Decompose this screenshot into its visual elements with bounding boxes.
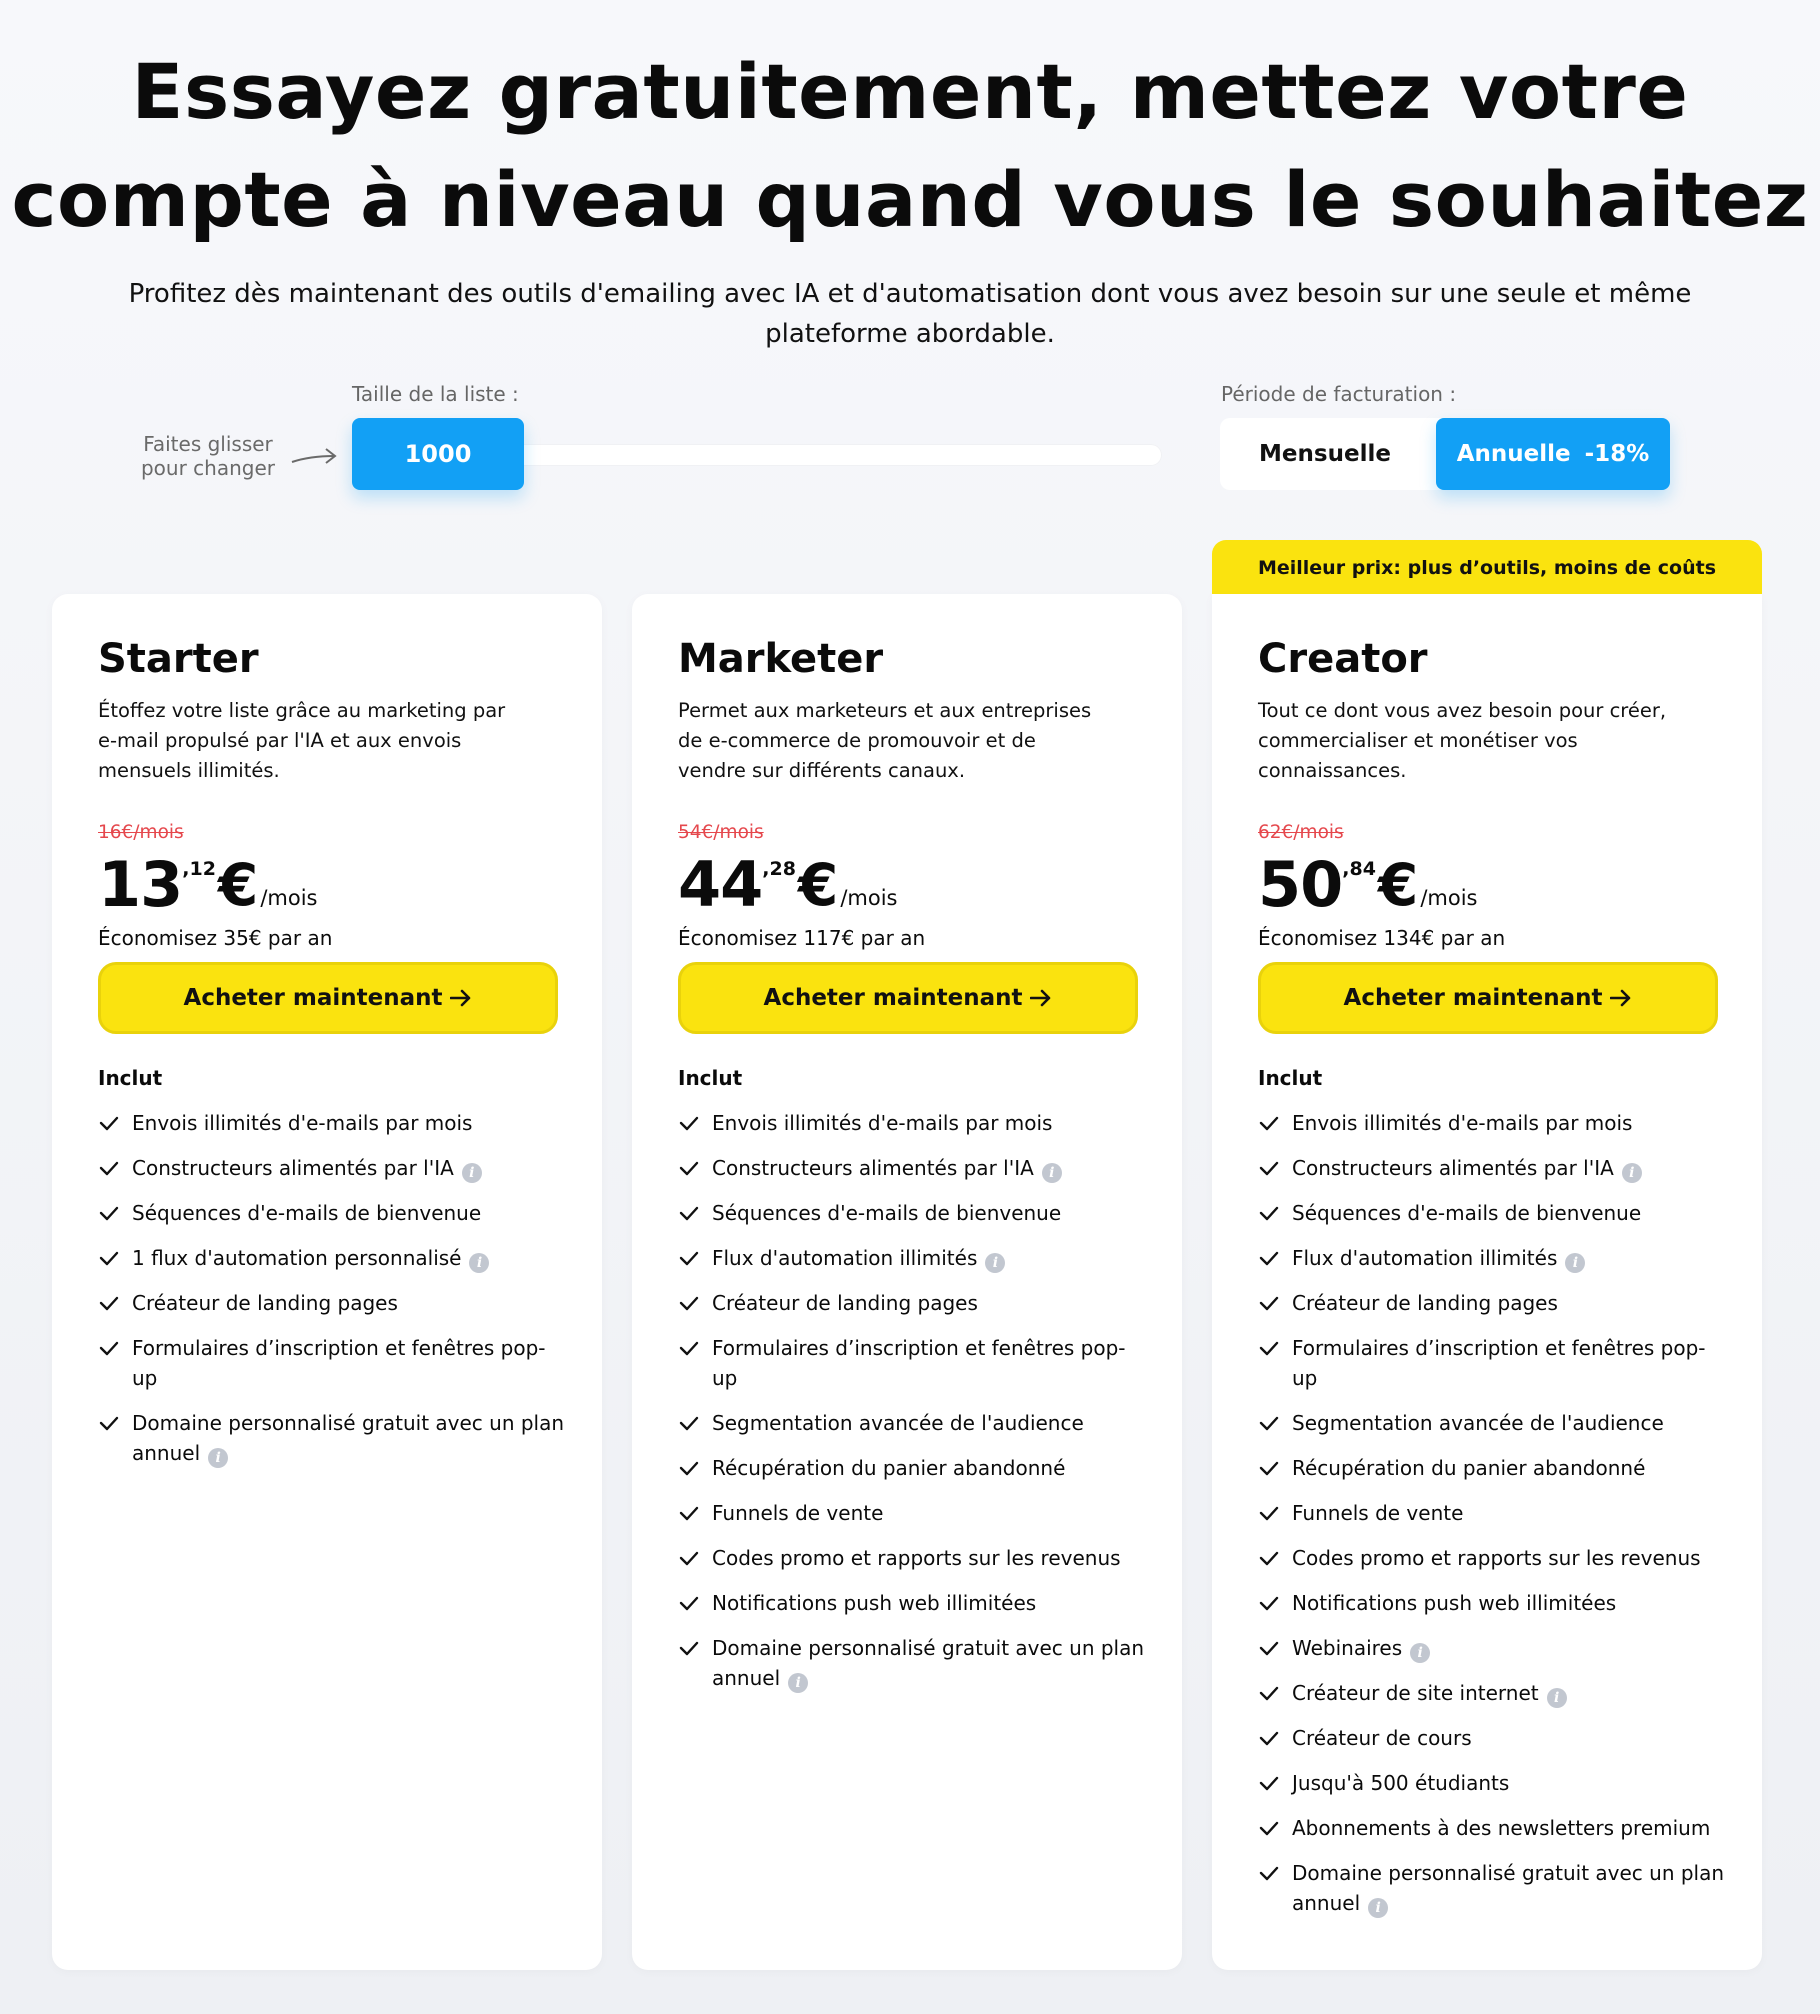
plan-price-integer: 50 xyxy=(1258,848,1343,921)
included-label: Inclut xyxy=(678,1066,743,1090)
checkmark-icon xyxy=(98,1408,120,1438)
feature-item xyxy=(1258,1588,1728,1618)
list-size-slider-handle[interactable]: 1000 xyxy=(352,418,524,490)
billing-annual-label: Annuelle xyxy=(1456,441,1571,467)
feature-item xyxy=(1258,1453,1728,1483)
feature-text xyxy=(712,1288,1148,1318)
buy-now-button[interactable] xyxy=(1258,962,1718,1034)
feature-item xyxy=(678,1108,1148,1138)
feature-label: Abonnements à des newsletters premium xyxy=(1292,1816,1711,1840)
feature-text xyxy=(712,1108,1148,1138)
list-size-label: Taille de la liste : xyxy=(352,382,519,406)
plan-description: Tout ce dont vous avez besoin pour créer, commercialiser et monétiser vos connaissances. xyxy=(1258,699,1667,782)
arrow-right-icon xyxy=(1610,988,1632,1008)
buy-now-button[interactable] xyxy=(678,962,1138,1034)
feature-item xyxy=(1258,1198,1728,1228)
checkmark-icon xyxy=(678,1198,700,1228)
feature-item xyxy=(98,1198,568,1228)
checkmark-icon xyxy=(1258,1243,1280,1273)
feature-list xyxy=(678,1108,1148,1708)
feature-text xyxy=(712,1243,1148,1273)
plan-old-price: 54€/mois xyxy=(678,822,764,843)
buy-now-label: Acheter maintenant xyxy=(183,985,443,1011)
feature-item xyxy=(1258,1333,1728,1393)
feature-text xyxy=(1292,1198,1728,1228)
checkmark-icon xyxy=(1258,1858,1280,1888)
feature-label: Constructeurs alimentés par l'IA xyxy=(1292,1156,1614,1180)
feature-text xyxy=(1292,1288,1728,1318)
feature-label: Webinaires xyxy=(1292,1636,1403,1660)
plan-price-decimal: ,84 xyxy=(1342,858,1376,880)
checkmark-icon xyxy=(678,1543,700,1573)
feature-item xyxy=(1258,1288,1728,1318)
feature-label: Constructeurs alimentés par l'IA xyxy=(132,1156,454,1180)
drag-hint-line-1: Faites glisser xyxy=(143,432,273,456)
feature-label: Envois illimités d'e-mails par mois xyxy=(1292,1111,1633,1135)
feature-item xyxy=(678,1333,1148,1393)
feature-label: Codes promo et rapports sur les revenus xyxy=(712,1546,1121,1570)
feature-label: Codes promo et rapports sur les revenus xyxy=(1292,1546,1701,1570)
feature-item xyxy=(98,1408,568,1468)
feature-text xyxy=(712,1588,1148,1618)
checkmark-icon xyxy=(678,1333,700,1363)
plan-price-currency: € xyxy=(217,851,259,919)
feature-item xyxy=(1258,1498,1728,1528)
feature-text xyxy=(132,1153,568,1183)
feature-label: Créateur de site internet xyxy=(1292,1681,1539,1705)
feature-item xyxy=(1258,1768,1728,1798)
feature-item xyxy=(678,1498,1148,1528)
checkmark-icon xyxy=(98,1108,120,1138)
checkmark-icon xyxy=(1258,1678,1280,1708)
checkmark-icon xyxy=(678,1588,700,1618)
feature-item xyxy=(98,1243,568,1273)
feature-label: Récupération du panier abandonné xyxy=(712,1456,1066,1480)
feature-text xyxy=(712,1543,1148,1573)
checkmark-icon xyxy=(98,1243,120,1273)
arrow-right-icon xyxy=(450,988,472,1008)
checkmark-icon xyxy=(98,1288,120,1318)
plan-price-currency: € xyxy=(797,851,839,919)
feature-label: Flux d'automation illimités xyxy=(712,1246,978,1270)
included-label: Inclut xyxy=(98,1066,163,1090)
plan-card-creator xyxy=(1212,594,1762,1970)
feature-label: Créateur de landing pages xyxy=(712,1291,978,1315)
plan-card-starter xyxy=(52,594,602,1970)
feature-text xyxy=(1292,1108,1728,1138)
info-icon[interactable]: i xyxy=(1547,1688,1567,1708)
checkmark-icon xyxy=(1258,1723,1280,1753)
checkmark-icon xyxy=(1258,1153,1280,1183)
feature-label: Funnels de vente xyxy=(712,1501,884,1525)
feature-item xyxy=(98,1288,568,1318)
feature-item xyxy=(98,1333,568,1393)
billing-monthly-option[interactable]: Mensuelle xyxy=(1259,441,1391,467)
feature-text xyxy=(1292,1678,1728,1708)
feature-item xyxy=(1258,1723,1728,1753)
feature-item xyxy=(678,1633,1148,1693)
checkmark-icon xyxy=(1258,1588,1280,1618)
page-title-line-1: Essayez gratuitement, mettez votre xyxy=(131,47,1689,136)
feature-item xyxy=(1258,1858,1728,1918)
feature-item xyxy=(678,1408,1148,1438)
checkmark-icon xyxy=(98,1153,120,1183)
checkmark-icon xyxy=(678,1288,700,1318)
feature-item xyxy=(1258,1408,1728,1438)
info-icon[interactable]: i xyxy=(1565,1253,1585,1273)
feature-item xyxy=(1258,1153,1728,1183)
checkmark-icon xyxy=(1258,1453,1280,1483)
feature-label: Formulaires d’inscription et fenêtres pop-up xyxy=(1292,1336,1706,1390)
arrow-right-icon xyxy=(1030,988,1052,1008)
feature-label: Jusqu'à 500 étudiants xyxy=(1292,1771,1510,1795)
feature-text xyxy=(1292,1453,1728,1483)
feature-label: Séquences d'e-mails de bienvenue xyxy=(132,1201,482,1225)
checkmark-icon xyxy=(1258,1408,1280,1438)
feature-item xyxy=(678,1243,1148,1273)
checkmark-icon xyxy=(1258,1543,1280,1573)
feature-text xyxy=(132,1243,568,1273)
feature-text xyxy=(1292,1858,1728,1918)
feature-text xyxy=(132,1333,568,1393)
feature-list xyxy=(98,1108,568,1483)
checkmark-icon xyxy=(1258,1813,1280,1843)
plan-price-integer: 44 xyxy=(678,848,763,921)
feature-item xyxy=(678,1288,1148,1318)
feature-label: Envois illimités d'e-mails par mois xyxy=(132,1111,473,1135)
feature-label: Envois illimités d'e-mails par mois xyxy=(712,1111,1053,1135)
feature-label: 1 flux d'automation personnalisé xyxy=(132,1246,462,1270)
checkmark-icon xyxy=(98,1198,120,1228)
info-icon[interactable]: i xyxy=(1410,1643,1430,1663)
feature-text xyxy=(1292,1813,1728,1843)
feature-label: Funnels de vente xyxy=(1292,1501,1464,1525)
plan-description: Étoffez votre liste grâce au marketing par e-mail propulsé par l'IA et aux envois mensuels illimités. xyxy=(98,699,506,782)
billing-period-toggle xyxy=(1220,418,1670,490)
feature-text xyxy=(1292,1243,1728,1273)
drag-hint-line-2: pour changer xyxy=(140,456,275,480)
plan-savings: Économisez 117€ par an xyxy=(678,926,926,950)
drag-hint xyxy=(128,432,288,480)
plan-old-price: 62€/mois xyxy=(1258,822,1344,843)
checkmark-icon xyxy=(678,1153,700,1183)
plan-price-decimal: ,12 xyxy=(182,858,216,880)
feature-text xyxy=(1292,1768,1728,1798)
feature-text xyxy=(712,1408,1148,1438)
included-label: Inclut xyxy=(1258,1066,1323,1090)
info-icon[interactable]: i xyxy=(1622,1163,1642,1183)
feature-text xyxy=(1292,1633,1728,1663)
checkmark-icon xyxy=(1258,1333,1280,1363)
feature-item xyxy=(1258,1633,1728,1663)
checkmark-icon xyxy=(1258,1498,1280,1528)
info-icon[interactable]: i xyxy=(1368,1898,1388,1918)
plan-price xyxy=(98,848,317,922)
page-title xyxy=(0,38,1820,254)
feature-text xyxy=(132,1408,568,1468)
feature-text xyxy=(1292,1498,1728,1528)
info-icon[interactable]: i xyxy=(208,1448,228,1468)
best-price-banner: Meilleur prix: plus d’outils, moins de coûts xyxy=(1212,540,1762,596)
feature-label: Notifications push web illimitées xyxy=(1292,1591,1617,1615)
feature-text xyxy=(132,1108,568,1138)
plan-price-currency: € xyxy=(1377,851,1419,919)
feature-label: Domaine personnalisé gratuit avec un plan annuel xyxy=(1292,1861,1725,1915)
plan-description: Permet aux marketeurs et aux entreprises de e-commerce de promouvoir et de vendre sur différents canaux. xyxy=(678,699,1092,782)
feature-text xyxy=(1292,1588,1728,1618)
feature-text xyxy=(1292,1723,1728,1753)
feature-item xyxy=(1258,1813,1728,1843)
feature-text xyxy=(712,1333,1148,1393)
page-title-line-2: compte à niveau quand vous le souhaitez xyxy=(11,155,1809,244)
feature-label: Créateur de landing pages xyxy=(132,1291,398,1315)
plan-old-price: 16€/mois xyxy=(98,822,184,843)
feature-label: Constructeurs alimentés par l'IA xyxy=(712,1156,1034,1180)
checkmark-icon xyxy=(98,1333,120,1363)
feature-text xyxy=(1292,1333,1728,1393)
plan-price-period: /mois xyxy=(840,886,898,910)
feature-label: Flux d'automation illimités xyxy=(1292,1246,1558,1270)
plan-price-decimal: ,28 xyxy=(762,858,796,880)
checkmark-icon xyxy=(1258,1768,1280,1798)
plan-price xyxy=(678,848,897,922)
feature-item xyxy=(1258,1543,1728,1573)
checkmark-icon xyxy=(1258,1633,1280,1663)
feature-item xyxy=(1258,1678,1728,1708)
feature-item xyxy=(1258,1108,1728,1138)
feature-item xyxy=(678,1543,1148,1573)
checkmark-icon xyxy=(1258,1288,1280,1318)
plan-savings: Économisez 134€ par an xyxy=(1258,926,1506,950)
feature-label: Créateur de cours xyxy=(1292,1726,1472,1750)
plan-card-marketer xyxy=(632,594,1182,1970)
feature-label: Séquences d'e-mails de bienvenue xyxy=(1292,1201,1642,1225)
feature-label: Formulaires d’inscription et fenêtres pop-up xyxy=(132,1336,546,1390)
feature-item xyxy=(678,1198,1148,1228)
feature-label: Segmentation avancée de l'audience xyxy=(712,1411,1084,1435)
info-icon[interactable]: i xyxy=(469,1253,489,1273)
plan-price xyxy=(1258,848,1477,922)
feature-text xyxy=(132,1288,568,1318)
feature-list xyxy=(1258,1108,1728,1933)
plan-name: Marketer xyxy=(678,636,884,682)
checkmark-icon xyxy=(678,1498,700,1528)
checkmark-icon xyxy=(678,1408,700,1438)
checkmark-icon xyxy=(1258,1108,1280,1138)
feature-text xyxy=(1292,1543,1728,1573)
info-icon[interactable]: i xyxy=(1042,1163,1062,1183)
plan-price-period: /mois xyxy=(1420,886,1478,910)
checkmark-icon xyxy=(678,1633,700,1663)
feature-text xyxy=(712,1453,1148,1483)
feature-label: Récupération du panier abandonné xyxy=(1292,1456,1646,1480)
feature-item xyxy=(98,1153,568,1183)
feature-text xyxy=(1292,1408,1728,1438)
plan-name: Creator xyxy=(1258,636,1428,682)
feature-label: Formulaires d’inscription et fenêtres pop-up xyxy=(712,1336,1126,1390)
feature-item xyxy=(1258,1243,1728,1273)
arrow-right-icon xyxy=(290,446,340,470)
checkmark-icon xyxy=(678,1243,700,1273)
feature-label: Séquences d'e-mails de bienvenue xyxy=(712,1201,1062,1225)
checkmark-icon xyxy=(1258,1198,1280,1228)
feature-text xyxy=(712,1633,1148,1693)
info-icon[interactable]: i xyxy=(462,1163,482,1183)
feature-label: Segmentation avancée de l'audience xyxy=(1292,1411,1664,1435)
buy-now-label: Acheter maintenant xyxy=(1343,985,1603,1011)
feature-item xyxy=(678,1153,1148,1183)
page-subtitle: Profitez dès maintenant des outils d'emailing avec IA et d'automatisation dont vous avez besoin sur une seule et même plateforme abordable. xyxy=(128,279,1692,349)
feature-label: Notifications push web illimitées xyxy=(712,1591,1037,1615)
feature-label: Domaine personnalisé gratuit avec un plan annuel xyxy=(132,1411,565,1465)
checkmark-icon xyxy=(678,1453,700,1483)
feature-text xyxy=(1292,1153,1728,1183)
plan-price-period: /mois xyxy=(260,886,318,910)
feature-item xyxy=(678,1588,1148,1618)
buy-now-button[interactable] xyxy=(98,962,558,1034)
billing-period-label: Période de facturation : xyxy=(1221,382,1457,406)
checkmark-icon xyxy=(678,1108,700,1138)
feature-text xyxy=(712,1498,1148,1528)
info-icon[interactable]: i xyxy=(788,1673,808,1693)
plan-name: Starter xyxy=(98,636,259,682)
buy-now-label: Acheter maintenant xyxy=(763,985,1023,1011)
feature-item xyxy=(678,1453,1148,1483)
feature-label: Domaine personnalisé gratuit avec un plan annuel xyxy=(712,1636,1145,1690)
feature-label: Créateur de landing pages xyxy=(1292,1291,1558,1315)
info-icon[interactable]: i xyxy=(985,1253,1005,1273)
feature-text xyxy=(712,1153,1148,1183)
billing-annual-discount: -18% xyxy=(1584,441,1650,467)
plan-savings: Économisez 35€ par an xyxy=(98,926,333,950)
billing-annual-option[interactable] xyxy=(1436,418,1670,490)
plan-price-integer: 13 xyxy=(98,848,183,921)
feature-item xyxy=(98,1108,568,1138)
feature-text xyxy=(132,1198,568,1228)
feature-text xyxy=(712,1198,1148,1228)
